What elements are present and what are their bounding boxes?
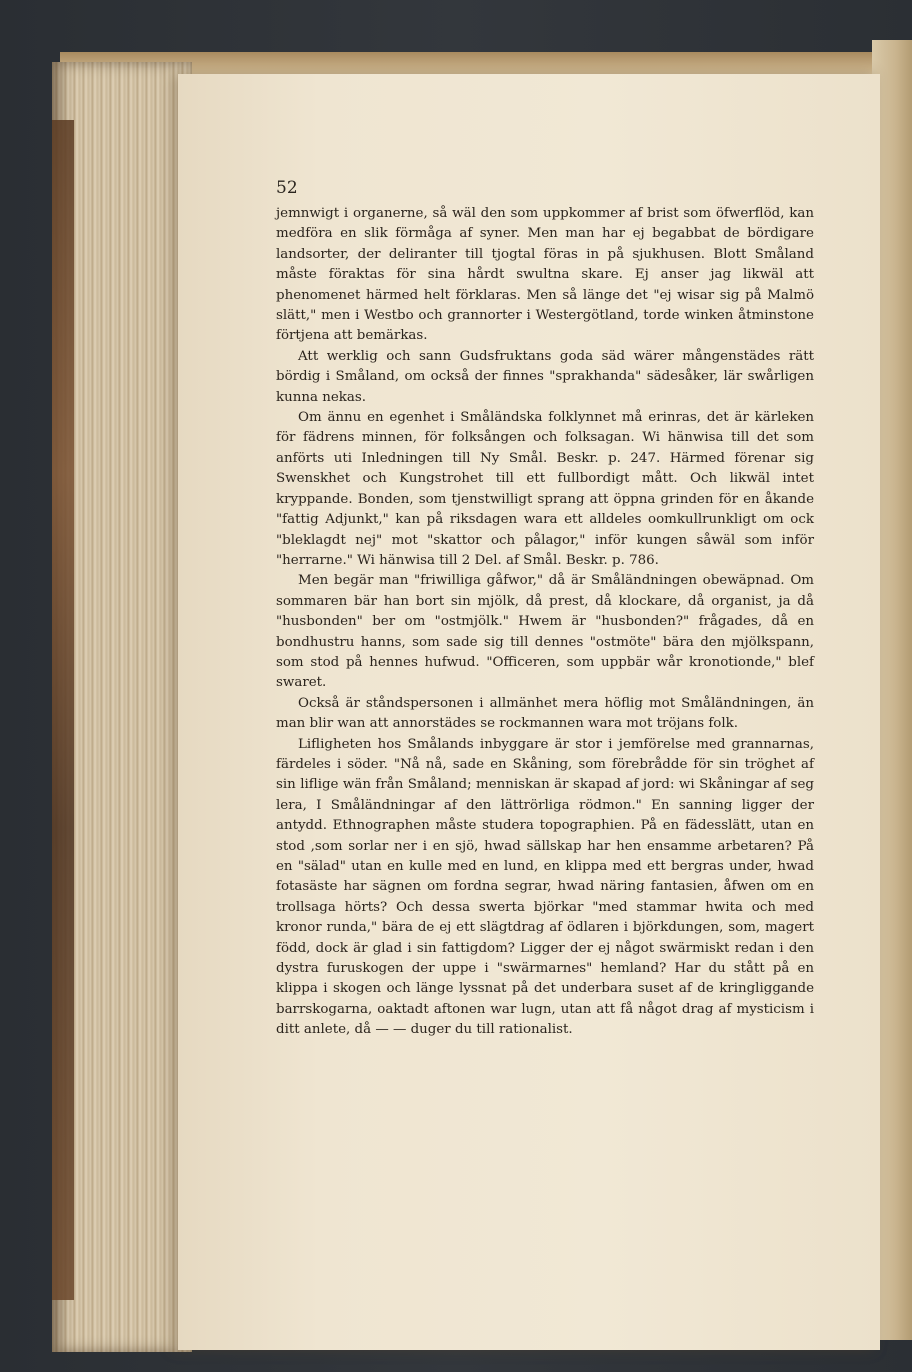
- paragraph-2: Att werklig och sann Gudsfruktans goda säd wärer mångenstädes rätt bördig i Småland, om också der finnes "sprakhanda" sädesåker, lär swårligen kunna nekas.: [276, 348, 814, 405]
- book-spine: [52, 120, 74, 1300]
- page-body-text: [276, 204, 814, 1041]
- paragraph-3: Om ännu en egenhet i Småländska folklynnet må erinras, det är kärleken för fädrens minnen, för folksången och folksagan. Wi hänwisa till det som anförts uti Inledningen till Ny Smål. Beskr. p. 247. Härmed förenar sig Swenskhet och Kungstrohet till ett fullbordigt mått. Och likwäl intet kryppande. Bonden, som tjenstwilligt sprang att öppna grinden för en åkande "fattig Adjunkt," kan på riksdagen wara ett alldeles oomkullrunkligt om ock "bleklagdt nej" mot "skattor och pålagor," inför kungen såwäl som inför "herrarne." Wi hänwisa till 2 Del. af Smål. Beskr. p. 786.: [276, 410, 814, 568]
- paragraph-5: Också är ståndspersonen i allmänhet mera höflig mot Småländningen, än man blir wan att annorstädes se rockmannen wara mot tröjans folk.: [276, 695, 814, 732]
- paragraph-4: Men begär man "friwilliga gåfwor," då är Småländningen obewäpnad. Om sommaren bär han bort sin mjölk, då prest, då klockare, då organist, ja då "husbonden" ber om "ostmjölk." Hwem är "husbonden?" frågades, då en bondhustru hanns, som sade sig till dennes "ostmöte" bära den mjölkspann, som stod på hennes hufwud. "Officeren, som uppbär wår kronotionde," blef swaret.: [276, 573, 814, 691]
- paragraph-6: Lifligheten hos Smålands inbyggare är stor i jemförelse med grannarnas, färdeles i söder. "Nå nå, sade en Skåning, som förebrådde för sin tröghet af sin liflige wän från Småland; menniskan är skapad af jord: wi Skåningar af seg lera, I Småländningar af den lättrörliga rödmon." En sanning ligger der antydd. Ethnographen måste studera topographien. På en fädesslätt, utan en stod ,som sorlar ner i en sjö, hwad sällskap har hen ensamme arbetaren? På en "sälad" utan en kulle med en lund, en klippa med ett bergras under, hwad fotasäste har sägnen om fordna segrar, hwad näring fantasien, åfwen om en trollsaga hörts? Och dessa swerta björkar "med stammar hwita och med kronor runda," bära de ej ett slägtdrag af ödlaren i björkdungen, som, magert född, dock är glad i sin fattigdom? Ligger der ej något swärmiskt redan i den dystra furuskogen der uppe i "swärmarnes" hemland? Har du stått på en klippa i skogen och länge lyssnat på det underbara suset af de kringliggande barrskogarna, oaktadt aftonen war lugn, utan att få något drag af mysticism i ditt anlete, då — — duger du till rationalist.: [276, 736, 814, 1038]
- page-number: 52: [276, 178, 298, 198]
- paragraph-1: jemnwigt i organerne, så wäl den som uppkommer af brist som öfwerflöd, kan medföra en slik förmåga af syner. Men man har ej begabbat de bördigare landsorter, der deliranter till tjogtal föras in på sjukhusen. Blott Småland måste föraktas för sina hårdt swultna skare. Ej anser jag likwäl att phenomenet härmed helt förklaras. Men så länge det "ej wisar sig på Malmö slätt," men i Westbo och grannorter i Westergötland, torde winken åtminstone förtjena att bemärkas.: [276, 206, 814, 344]
